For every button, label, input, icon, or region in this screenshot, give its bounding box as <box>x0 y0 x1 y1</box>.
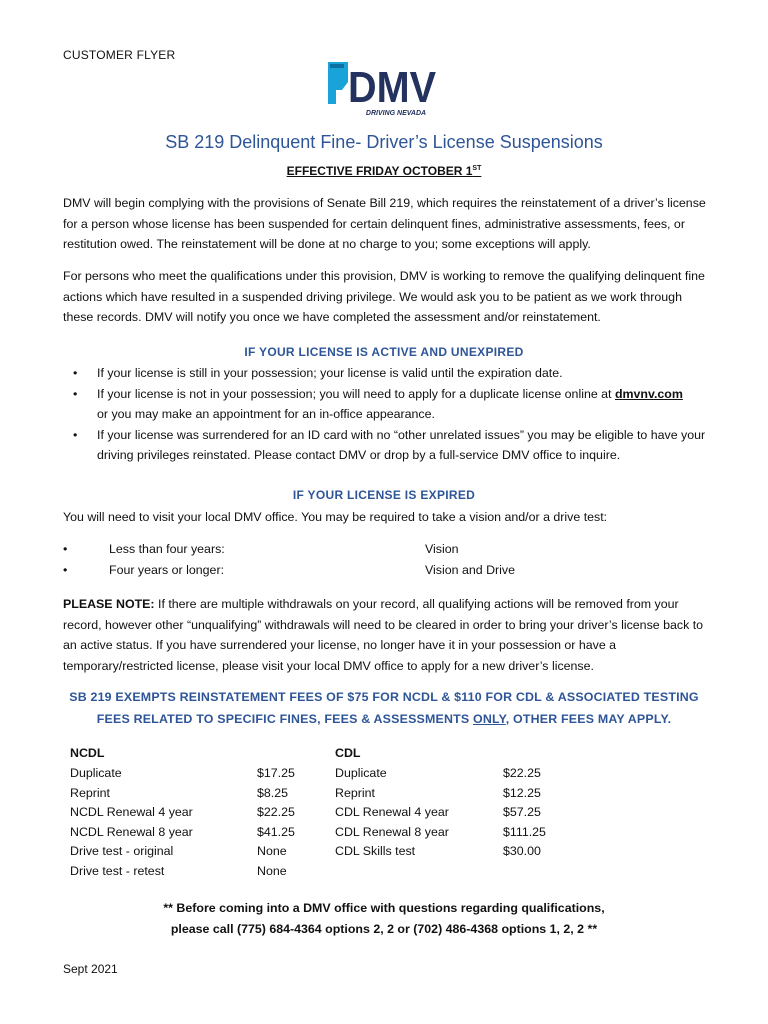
table-row <box>70 766 295 786</box>
fee-item: CDL Renewal 4 year <box>335 805 449 819</box>
fee-item: NCDL Renewal 4 year <box>70 805 193 819</box>
nevada-shape-icon <box>328 62 348 104</box>
fee-amount: None <box>257 863 287 878</box>
list-item <box>63 363 713 384</box>
fee-amount: $22.25 <box>257 805 295 819</box>
table-row <box>70 785 289 806</box>
dmvnv-link[interactable]: dmvnv.com <box>614 386 683 401</box>
table-row <box>70 863 287 884</box>
fee-amount: $111.25 <box>503 824 546 839</box>
list-item <box>63 384 713 425</box>
contact-line-1: ** Before coming into a DMV office with questions regarding qualifications, <box>163 901 605 915</box>
table-row <box>70 824 295 845</box>
requirement-label: Vision and Drive <box>425 563 515 577</box>
ncdl-heading: NCDL <box>70 746 105 760</box>
list-item <box>63 425 713 466</box>
table-row <box>70 844 287 864</box>
fee-item: Drive test - retest <box>70 863 165 878</box>
table-row <box>335 844 541 864</box>
flyer-label: CUSTOMER FLYER <box>63 48 176 62</box>
intro-paragraph-1: DMV will begin complying with the provisions of Senate Bill 219, which requires the reinstatement of a driver’s license for a person whose license has been suspended for certain delinquent fines, administrative assessments, fees, or restitution owed. The reinstatement will be done at no charge to you; some exceptions will apply. <box>63 196 706 251</box>
table-row <box>335 766 541 786</box>
table-row <box>335 824 546 845</box>
page-title: SB 219 Delinquent Fine- Driver’s License Suspensions <box>165 132 603 152</box>
list-item-text: If your license was surrendered for an ID card with no “other unrelated issues” you may be eligible to have your driving privileges reinstated. Please contact DMV or drop by a full-service DMV office to inquire. <box>97 427 706 462</box>
fee-amount: None <box>257 844 287 858</box>
contact-notice <box>0 898 768 940</box>
bullet-icon: • <box>63 542 68 556</box>
contact-line-2: please call (775) 684-4364 options 2, 2 or (702) 486-4368 options 1, 2, 2 ** <box>170 922 598 936</box>
fee-amount: $57.25 <box>503 805 541 819</box>
footer-date: Sept 2021 <box>63 962 118 976</box>
active-section-list <box>63 363 713 466</box>
exemption-line-2-start: FEES RELATED TO SPECIFIC FINES, FEES & ASSESSMENTS <box>96 712 474 726</box>
effective-date-text: EFFECTIVE FRIDAY OCTOBER 1 <box>286 164 473 178</box>
exemption-only-emphasis: ONLY <box>473 712 506 726</box>
fee-amount: $17.25 <box>257 766 295 780</box>
bullet-icon: • <box>63 563 68 577</box>
bullet-icon: • <box>73 366 78 380</box>
fee-item: Drive test - original <box>70 844 174 858</box>
exemption-notice <box>0 686 768 730</box>
bullet-icon: • <box>73 386 78 401</box>
test-requirement-row <box>63 563 663 583</box>
active-section-heading: IF YOUR LICENSE IS ACTIVE AND UNEXPIRED <box>244 345 524 359</box>
please-note-text: If there are multiple withdrawals on your record, all qualifying actions will be removed from your record, however other “unqualifying” withdrawals will need to be cleared in order to bring your driver’s license back to an active status. If you have surrendered your license, no longer have it in your possession or have a temporary/restricted license, please visit your local DMV office to apply for a new driver’s license. <box>63 597 704 673</box>
duration-label: Four years or longer: <box>109 563 225 577</box>
cdl-heading: CDL <box>335 746 361 760</box>
fee-amount: $8.25 <box>257 785 289 800</box>
test-requirement-row <box>63 542 663 562</box>
bullet-icon: • <box>73 427 78 442</box>
fee-item: NCDL Renewal 8 year <box>70 824 193 839</box>
fee-item: CDL Skills test <box>335 844 416 858</box>
list-item-text: If your license is not in your possession; you will need to apply for a duplicate license online at <box>97 386 615 401</box>
expired-section-intro: You will need to visit your local DMV office. You may be required to take a vision and/or a drive test: <box>63 510 608 524</box>
fee-item: Duplicate <box>70 766 122 780</box>
effective-date <box>0 164 768 178</box>
table-row <box>70 805 295 825</box>
logo-tagline: DRIVING NEVADA <box>365 110 427 117</box>
please-note-paragraph <box>63 594 708 676</box>
list-item-text: If your license is still in your possession; your license is valid until the expiration date. <box>97 366 563 380</box>
exemption-line-1: SB 219 EXEMPTS REINSTATEMENT FEES OF $75 FOR NCDL & $110 FOR CDL & ASSOCIATED TESTING <box>69 690 699 704</box>
logo-text: DMV <box>348 63 437 112</box>
fee-amount: $12.25 <box>503 785 541 800</box>
effective-date-suffix: ST <box>472 165 482 172</box>
table-row <box>335 785 541 806</box>
fee-amount: $30.00 <box>503 844 541 858</box>
fee-item: Duplicate <box>335 766 387 780</box>
dmv-logo <box>326 60 440 118</box>
ncdl-fee-list <box>70 766 295 883</box>
fee-amount: $41.25 <box>257 824 295 839</box>
fee-item: CDL Renewal 8 year <box>335 824 449 839</box>
duration-label: Less than four years: <box>109 542 225 556</box>
list-item-text-continued: or you may make an appointment for an in-office appearance. <box>97 407 435 421</box>
table-row <box>335 805 541 825</box>
fee-item: Reprint <box>70 785 110 800</box>
fee-amount: $22.25 <box>503 766 541 780</box>
cdl-fee-list <box>335 766 546 864</box>
please-note-label: PLEASE NOTE: <box>63 597 155 611</box>
expired-section-heading: IF YOUR LICENSE IS EXPIRED <box>292 488 476 502</box>
intro-paragraph-2: For persons who meet the qualifications under this provision, DMV is working to remove the qualifying delinquent fine actions which have resulted in a suspended driving privilege. We would ask you to be patient as we work through these records. DMV will notify you once we have completed the assessment and/or reinstatement. <box>63 269 705 324</box>
exemption-line-2 <box>0 708 768 730</box>
fee-item: Reprint <box>335 785 375 800</box>
exemption-line-2-end: , OTHER FEES MAY APPLY. <box>505 712 672 726</box>
requirement-label: Vision <box>425 542 459 556</box>
